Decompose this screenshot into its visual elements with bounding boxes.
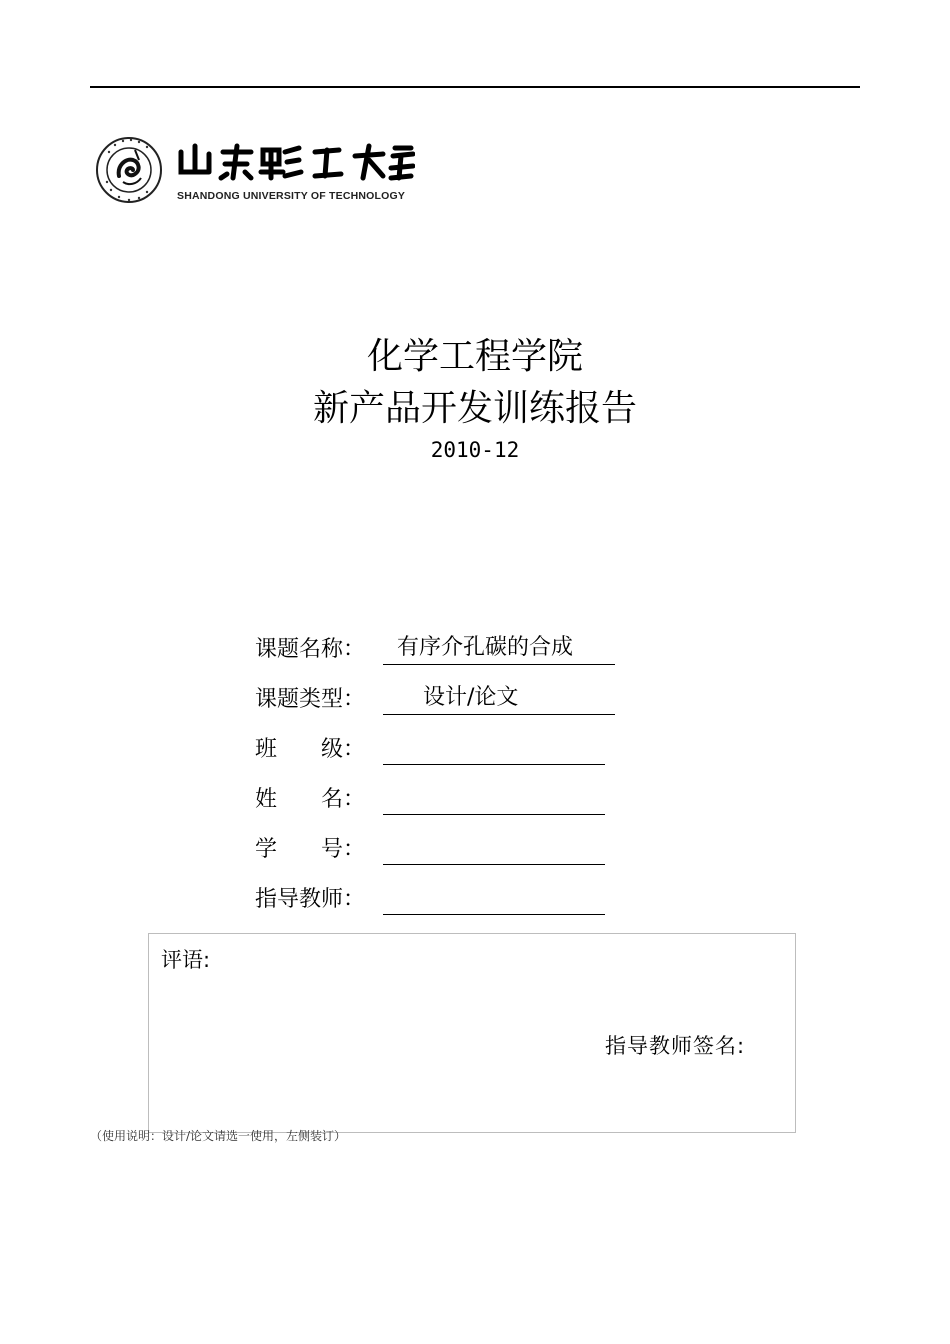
- field-value-line[interactable]: [383, 832, 605, 865]
- field-value: 设计/论文: [423, 685, 519, 710]
- field-value: 有序介孔碳的合成: [397, 635, 574, 660]
- field-label: 课题类型：: [255, 687, 366, 712]
- field-class: [255, 732, 655, 782]
- field-label: 班 级：: [255, 737, 366, 762]
- advisor-signature-label: 指导教师签名:: [605, 1034, 746, 1058]
- header-rule: [90, 86, 860, 88]
- comment-label: 评语:: [161, 948, 211, 972]
- comment-box[interactable]: [148, 933, 796, 1133]
- cover-info-fields: [255, 632, 655, 932]
- university-name-en: SHANDONG UNIVERSITY OF TECHNOLOGY: [177, 190, 406, 202]
- report-college-title: 化学工程学院: [366, 336, 583, 377]
- field-label: 指导教师：: [255, 887, 366, 912]
- field-label: 课题名称：: [255, 637, 366, 662]
- university-logo: [95, 132, 425, 208]
- field-value-line[interactable]: [383, 732, 605, 765]
- report-date: 2010-12: [430, 438, 520, 462]
- field-value-line[interactable]: [383, 882, 605, 915]
- field-label: 学 号：: [255, 837, 366, 862]
- field-value-line[interactable]: [383, 782, 605, 815]
- field-name: [255, 782, 655, 832]
- field-label: 姓 名：: [255, 787, 366, 812]
- report-title: 新产品开发训练报告: [312, 388, 637, 429]
- field-topic-name: [255, 632, 655, 682]
- field-value-line[interactable]: [383, 682, 615, 715]
- field-topic-type: [255, 682, 655, 732]
- field-student-id: [255, 832, 655, 882]
- university-seal-icon: [95, 132, 163, 208]
- field-value-line[interactable]: [383, 632, 615, 665]
- usage-note: （使用说明：设计/论文请选一使用，左侧装订）: [90, 1129, 347, 1143]
- field-advisor: [255, 882, 655, 932]
- university-name-calligraphy: [175, 142, 415, 182]
